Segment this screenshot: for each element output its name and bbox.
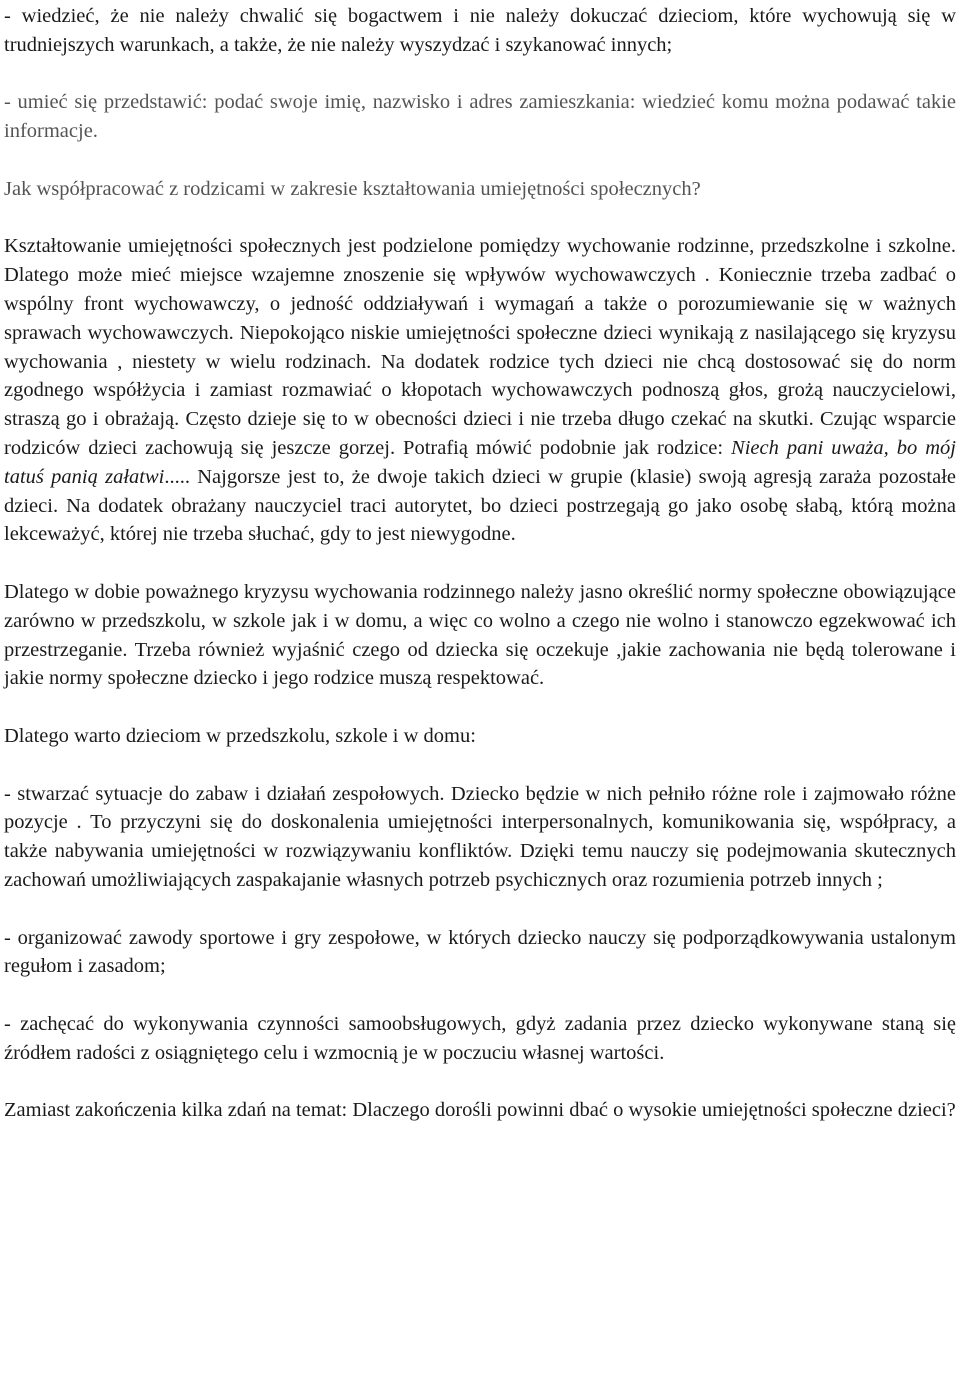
paragraph-bullet-sports: - organizować zawody sportowe i gry zespołowe, w których dziecko nauczy się podporządkowywania ustalonym regułom i zasadom; (4, 926, 956, 978)
paragraph-social-skills (4, 232, 956, 549)
paragraph-bullet-wealth: - wiedzieć, że nie należy chwalić się bogactwem i nie należy dokuczać dzieciom, które wychowują się w trudniejszych warunkach, a także, że nie należy wyszydzać i szykanować innych; (4, 5, 956, 56)
paragraph-worth-it: Dlatego warto dzieciom w przedszkolu, szkole i w domu: (4, 724, 476, 747)
section-question-parents: Jak współpracować z rodzicami w zakresie kształtowania umiejętności społecznych? (4, 177, 701, 200)
paragraph-spacer (4, 693, 956, 722)
paragraph-spacer (4, 981, 956, 1010)
paragraph-spacer (4, 895, 956, 924)
paragraph-spacer (4, 204, 956, 233)
paragraph-social-skills-quote: Niech pani uważa, bo mój tatuś panią załatwi (4, 436, 956, 488)
paragraph-norms: Dlatego w dobie poważnego kryzysu wychowania rodzinnego należy jasno określić normy społeczne obowiązujące zarówno w przedszkolu, w szkole jak i w domu, a więc co wolno a czego nie wolno i stanowczo egzekwować ich przestrzeganie. Trzeba również wyjaśnić czego od dziecka się oczekuje ,jakie zachowania nie będą tolerowane i jakie normy społeczne dziecko i jego rodzice muszą respektować. (4, 580, 956, 690)
paragraph-social-skills-body: Koniecznie trzeba zadbać o wspólny front wychowawczy, o jedność oddziaływań i wymagań a także o porozumiewanie się w ważnych sprawach wychowawczych. Niepokojąco niskie umiejętności społeczne dzieci wynikają z nasilającego się kryzysu wychowania , niestety w wielu rodzinach. Na dodatek rodzice tych dzieci nie chcą dostosować się do norm zgodnego współżycia i zamiast rozmawiać o kłopotach wychowawczych podnoszą głos, grożą nauczycielowi, straszą go i obrażają. Często dzieje się to w obecności dzieci i nie trzeba długo czekać na skutki. Czując wsparcie rodziców dzieci zachowują się jeszcze gorzej. Potrafią mówić podobnie jak rodzice: (4, 264, 957, 459)
paragraph-social-skills-ending: ..... Najgorsze jest to, że dwoje takich dzieci w grupie (klasie) swoją agresją zaraża pozostałe dzieci. Na dodatek obrażany nauczyciel traci autorytet, bo dzieci postrzegają go jako osobę słabą, którą można lekceważyć, której nie trzeba słuchać, gdy to jest niewygodne. (4, 465, 957, 546)
paragraph-spacer (4, 549, 956, 578)
paragraph-spacer (4, 146, 956, 175)
paragraph-bullet-team-play: - stwarzać sytuacje do zabaw i działań zespołowych. Dziecko będzie w nich pełniło różne role i zajmowało różne pozycje . To przyczyni się do doskonalenia umiejętności interpersonalnych, komunikowania się, współpracy, a także nabywania umiejętności w rozwiązywaniu konfliktów. Dzięki temu nauczy się podejmowania skutecznych zachowań umożliwiających zaspakajanie własnych potrzeb psychicznych oraz rozumienia potrzeb innych ; (4, 782, 956, 891)
paragraph-spacer (4, 751, 956, 780)
paragraph-bullet-introduce: - umieć się przedstawić: podać swoje imię, nazwisko i adres zamieszkania: wiedzieć komu można podawać takie informacje. (4, 91, 956, 143)
paragraph-conclusion: Zamiast zakończenia kilka zdań na temat: Dlaczego dorośli powinni dbać o wysokie umiejętności społeczne dzieci? (4, 1099, 956, 1122)
paragraph-social-skills-intro: Kształtowanie umiejętności społecznych jest podzielone pomiędzy wychowanie rodzinne, przedszkolne i szkolne. Dlatego może mieć miejsce wzajemne znoszenie się wpływów wychowawczych . (4, 235, 956, 287)
paragraph-bullet-self-service: - zachęcać do wykonywania czynności samoobsługowych, gdyż zadania przez dziecko wykonywane staną się źródłem radości z osiągniętego celu i wzmocnią je w poczuciu własnej wartości. (4, 1012, 956, 1064)
paragraph-spacer (4, 60, 956, 89)
paragraph-spacer (4, 1067, 956, 1096)
